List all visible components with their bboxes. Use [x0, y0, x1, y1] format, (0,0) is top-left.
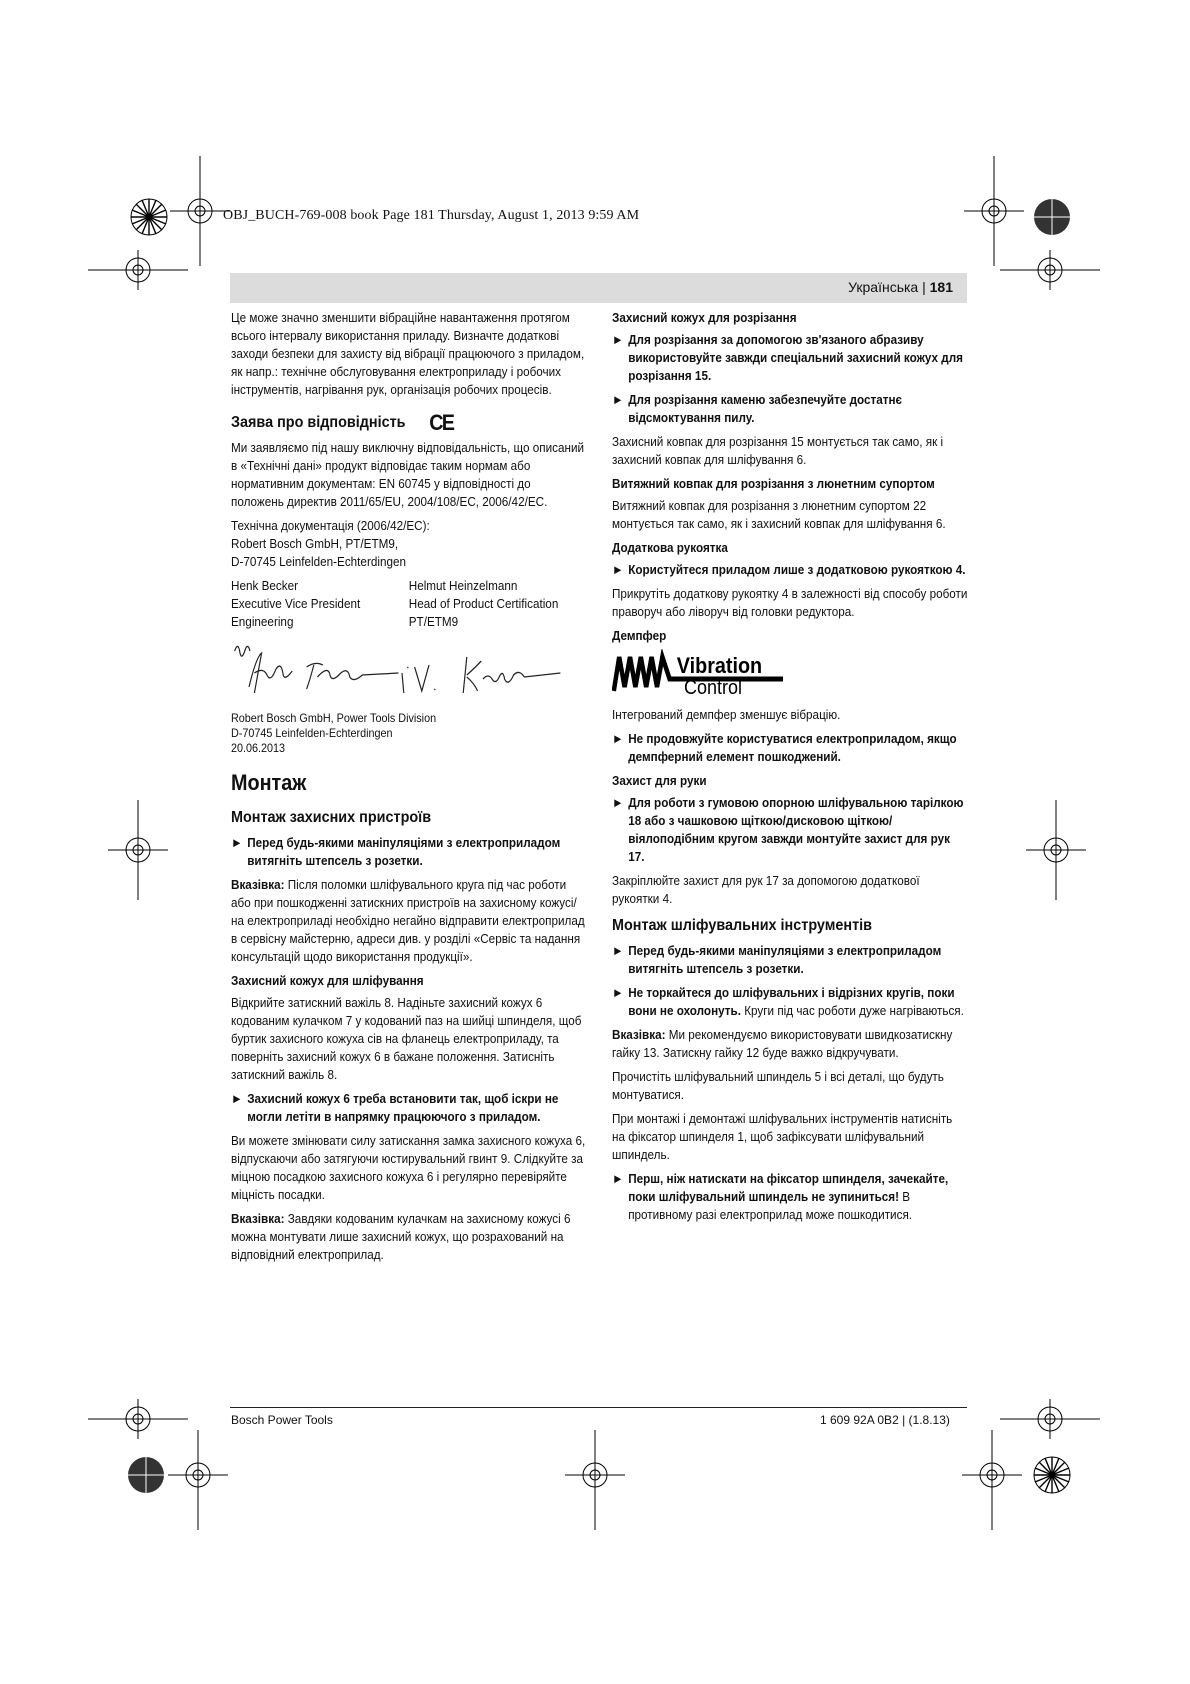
right-column: [612, 309, 968, 1230]
bullet-arrow-icon: ►: [612, 1171, 624, 1186]
grinding-guard-text: Відкрийте затискний важіль 8. Надіньте захисний кожух 6 кодованим кулачком 7 у кодований паз на шийці шпинделя, щоб буртик захисного кожуха сів на фланець електроприладу, та поверніть захисний кожух 6 в бажане положення. Затисніть затискний важіль 8.: [231, 995, 582, 1082]
clean-text: Прочистіть шліфувальний шпиндель 5 і всі деталі, що будуть монтуватися.: [612, 1069, 944, 1102]
company-block: [231, 711, 587, 756]
protective-devices-title: Монтаж захисних пристроїв: [231, 809, 432, 826]
bullet-text: Перш, ніж натискати на фіксатор шпинделя, зачекайте, поки шліфувальний шпиндель не зупиниться!: [628, 1171, 949, 1204]
crosshair-bottom-right: [962, 1430, 1022, 1530]
adjust-text: Ви можете змінювати силу затискання замка захисного кожуха 6, відпускаючи або затягуючи юстирувальний гвинт 9. Слідкуйте за міцною посадкою захисного кожуха 6 і регулярно перевіряйте міцність посадки.: [231, 1133, 586, 1202]
bullet-cutting-1: [612, 331, 968, 385]
handle-title: Додаткова рукоятка: [612, 540, 728, 555]
signer-2-dept: PT/ETM9: [408, 614, 459, 629]
bullet-handle: [612, 561, 968, 579]
signer-1: [231, 577, 409, 631]
bullet-arrow-icon: ►: [612, 731, 624, 746]
bullet-arrow-icon: ►: [612, 332, 624, 347]
left-column: [231, 309, 587, 1270]
company-address: D-70745 Leinfelden-Echterdingen: [231, 726, 393, 740]
bullet-arrow-icon: ►: [231, 835, 243, 850]
signer-2-title: Head of Product Certification: [408, 596, 559, 611]
declaration-heading: [231, 410, 587, 435]
bullet-damper: [612, 730, 968, 766]
bullet-arrow-icon: ►: [612, 943, 624, 958]
declaration-text: Ми заявляємо під нашу виключну відповідальність, що описаний в «Технічні дані» продукт відповідає таким нормам або нормативним документам: EN 60745 у відповідності до положень директив 2011/65/EU, 2004/108/EC, 2006/42/EC.: [231, 440, 585, 509]
montage-title: Монтаж: [231, 770, 307, 795]
bullet-text: Для роботи з гумовою опорною шліфувальною тарілкою 18 або з чашковою щіткою/дисковою щіткою/віялоподібним кругом завжди монтуйте захист для рук 17.: [628, 795, 964, 864]
ce-mark-icon: CE: [429, 410, 454, 435]
bullet-tools-1: [612, 942, 968, 978]
page-number: 181: [929, 279, 953, 295]
header-language-page: Українська | 181: [848, 279, 953, 295]
tech-doc: [231, 517, 587, 571]
grinding-guard-title: Захисний кожух для шліфування: [231, 973, 424, 988]
registration-mark-top-left-disc: [128, 196, 170, 238]
vibration-control-icon: [612, 649, 792, 695]
damper-text: Інтегрований демпфер зменшує вібрацію.: [612, 707, 841, 722]
note-label: Вказівка:: [612, 1027, 666, 1042]
handle-text: Прикрутіть додаткову рукоятку 4 в залежності від способу роботи праворуч або ліворуч від головки редуктора.: [612, 586, 968, 619]
signer-2: [409, 577, 587, 631]
footer-right: 1 609 92A 0B2 | (1.8.13): [820, 1413, 950, 1427]
bullet-text: Для розрізання за допомогою зв'язаного абразиву використовуйте завжди спеціальний захисний кожух для розрізання 15.: [628, 332, 963, 383]
bullet-arrow-icon: ►: [612, 985, 624, 1000]
signer-1-name: Henk Becker: [231, 578, 298, 593]
declaration-title: Заява про відповідність: [231, 414, 406, 431]
header-language: Українська: [848, 279, 919, 295]
note-text: Ми рекомендуємо використовувати швидкозатискну гайку 13. Затискну гайку 12 буде важко відкручувати.: [612, 1027, 953, 1060]
vc-logo-top-text: Vibration: [676, 654, 763, 679]
bullet-text: Не продовжуйте користуватися електроприладом, якщо демпферний елемент пошкоджений.: [628, 731, 957, 764]
bullet-tools-2: [612, 984, 968, 1020]
note-3: [612, 1026, 968, 1062]
intro-paragraph: Це може значно зменшити вібраційне навантаження протягом всього інтервалу використання приладу. Визначте додаткові заходи безпеки для захисту від вібрації працюючого з приладом, як напр.: технічне обслуговування електроприладу і робочих інструментів, нагрівання рук, організація робочих процесів.: [231, 310, 585, 397]
declaration-date: 20.06.2013: [231, 741, 286, 755]
bullet-arrow-icon: ►: [612, 795, 624, 810]
footer-rule: [230, 1407, 967, 1408]
note-1: [231, 876, 587, 966]
registration-mark-bottom-left-disc: [125, 1454, 167, 1496]
bullet-hand: [612, 794, 968, 866]
bullet-text-normal: В противному разі електроприлад може пошкодитися.: [628, 1189, 913, 1222]
crosshair-bottom-left: [168, 1430, 228, 1530]
note-text: Після поломки шліфувального круга під час роботи або при пошкодженні затискних пристроїв на захисному кожусі/на електроприладі необхідно негайно відправити електроприлад в сервісну майстерню, адреси див. у розділі «Сервіс та надання консультацій щодо використання продукції».: [231, 877, 585, 964]
hand-guard-title: Захист для руки: [612, 773, 707, 788]
crosshair-right-middle: [1026, 800, 1086, 900]
bullet-text: Користуйтеся приладом лише з додатковою рукояткою 4.: [628, 562, 966, 577]
cutting-guard-text: Захисний ковпак для розрізання 15 монтується так само, як і захисний ковпак для шліфування 6.: [612, 434, 944, 467]
hand-text: Закріплюйте захист для рук 17 за допомогою додаткової рукоятки 4.: [612, 873, 920, 906]
registration-mark-top-right-disc: [1031, 196, 1073, 238]
lock-text: При монтажі і демонтажі шліфувальних інструментів натисніть на фіксатор шпинделя 1, щоб зафіксувати шліфувальний шпиндель.: [612, 1111, 953, 1162]
bullet-arrow-icon: ►: [612, 562, 624, 577]
vc-logo-bottom-text: Control: [684, 677, 743, 695]
company-name: Robert Bosch GmbH, Power Tools Division: [231, 711, 437, 725]
signer-1-dept: Engineering: [231, 614, 294, 629]
signer-2-name: Helmut Heinzelmann: [408, 578, 518, 593]
signer-1-title: Executive Vice President: [231, 596, 361, 611]
bullet-arrow-icon: ►: [612, 392, 624, 407]
note-text: Завдяки кодованим кулачкам на захисному кожусі 6 можна монтувати лише захисний кожух, що розрахований на відповідний електроприлад.: [231, 1211, 571, 1262]
crosshair-mid-right-upper: [1000, 250, 1100, 290]
tech-doc-line: D-70745 Leinfelden-Echterdingen: [231, 554, 406, 569]
bullet-text: Для розрізання каменю забезпечуйте достатнє відсмоктування пилу.: [628, 392, 903, 425]
bullet-cutting-2: [612, 391, 968, 427]
tech-doc-line: Robert Bosch GmbH, PT/ETM9,: [231, 536, 399, 551]
extraction-title: Витяжний ковпак для розрізання з люнетним супортом: [612, 476, 935, 491]
crosshair-bottom-center: [565, 1430, 625, 1530]
note-label: Вказівка:: [231, 1211, 285, 1226]
bullet-lock: [612, 1170, 968, 1224]
registration-mark-bottom-right-disc: [1031, 1454, 1073, 1496]
bullet-guard: [231, 1090, 587, 1126]
footer-left: Bosch Power Tools: [231, 1413, 333, 1427]
bullet-text: Захисний кожух 6 треба встановити так, щоб іскри не могли летіти в напрямку працюючого з приладом.: [247, 1091, 559, 1124]
print-info: OBJ_BUCH-769-008 book Page 181 Thursday, August 1, 2013 9:59 AM: [223, 208, 640, 223]
note-2: [231, 1210, 587, 1264]
bullet-arrow-icon: ►: [231, 1091, 243, 1106]
page-header: [230, 273, 967, 303]
damper-title: Демпфер: [612, 628, 667, 643]
bullet-text-normal: Круги під час роботи дуже нагріваються.: [744, 1003, 964, 1018]
bullet-text: Перед будь-якими маніпуляціями з електроприладом витягніть штепсель з розетки.: [247, 835, 561, 868]
bullet-unplug: [231, 834, 587, 870]
cutting-guard-title: Захисний кожух для розрізання: [612, 310, 797, 325]
signers: [231, 577, 587, 631]
handwritten-signatures: [231, 637, 573, 707]
extraction-text: Витяжний ковпак для розрізання з люнетним супортом 22 монтується так само, як і захисний ковпак для шліфування 6.: [612, 498, 946, 531]
bullet-text: Перед будь-якими маніпуляціями з електроприладом витягніть штепсель з розетки.: [628, 943, 942, 976]
crosshair-mid-left-upper: [88, 250, 188, 290]
vibration-control-logo: [612, 649, 968, 700]
bullet-text: Не торкайтеся до шліфувальних і відрізних кругів, поки вони не охолонуть.: [628, 985, 955, 1018]
crosshair-left-middle: [108, 800, 168, 900]
note-label: Вказівка:: [231, 877, 285, 892]
tech-doc-line: Технічна документація (2006/42/EC):: [231, 518, 430, 533]
tools-title: Монтаж шліфувальних інструментів: [612, 917, 873, 934]
